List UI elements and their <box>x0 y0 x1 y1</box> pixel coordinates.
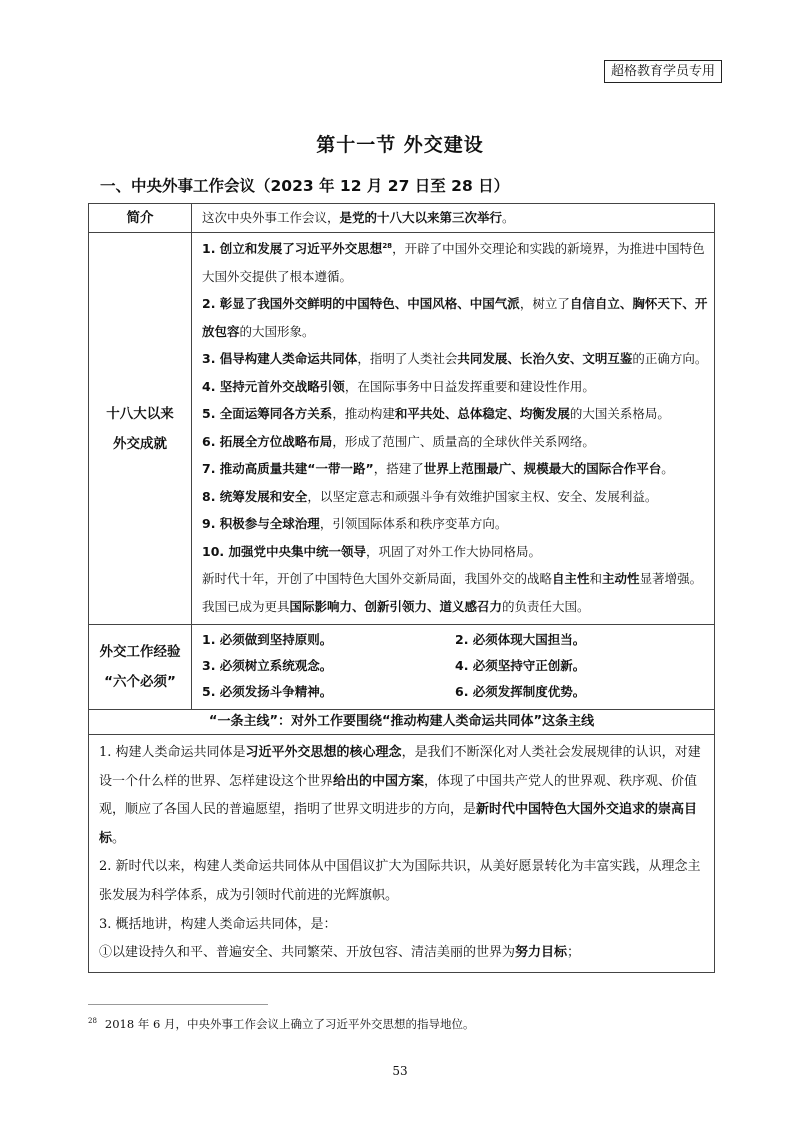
footnote-divider <box>88 1004 268 1005</box>
footnote <box>88 1016 474 1032</box>
summary-paragraph: 新时代十年，开创了中国特色大国外交新局面，我国外交的战略自主性和主动性显著增强。我国已成为更具国际影响力、创新引领力、道义感召力的负责任大国。 <box>202 571 703 614</box>
achievements-label: 十八大以来 外交成就 <box>89 233 192 625</box>
intro-label: 简介 <box>89 204 192 233</box>
list-item: 2. 彰显了我国外交鲜明的中国特色、中国风格、中国气派，树立了自信自立、胸怀天下、开放包容的大国形象。 <box>202 296 708 339</box>
achievements-row <box>89 233 715 625</box>
must-item: 5. 必须发扬斗争精神。 <box>202 684 333 699</box>
paragraph: 1. 构建人类命运共同体是习近平外交思想的核心理念，是我们不断深化对人类社会发展规律的认识，对建设一个什么样的世界、怎样建设这个世界给出的中国方案，体现了中国共产党人的世界观、秩序观、价值观，顺应了各国人民的普遍愿望，指明了世界文明进步的方向，是新时代中国特色大国外交追求的崇高目标。 <box>99 745 701 846</box>
section-title: 第十一节 外交建设 <box>316 134 484 156</box>
list-item: 1. 创立和发展了习近平外交思想$^{28}$，开辟了中国外交理论和实践的新境界，为推进中国特色大国外交提供了根本遵循。 <box>202 241 705 284</box>
experience-label: 外交工作经验 “六个必须” <box>89 625 192 710</box>
list-item: 8. 统筹发展和安全，以坚定意志和顽强斗争有效维护国家主权、安全、发展利益。 <box>202 488 658 504</box>
achievements-list <box>192 233 715 625</box>
page-number: 53 <box>392 1064 408 1078</box>
list-item: 10. 加强党中央集中统一领导，巩固了对外工作大协同格局。 <box>202 543 542 559</box>
list-item: 4. 坚持元首外交战略引领，在国际事务中日益发挥重要和建设性作用。 <box>202 378 595 394</box>
paragraph: 2. 新时代以来，构建人类命运共同体从中国倡议扩大为国际共识，从美好愿景转化为丰富实践，从理念主张发展为科学体系，成为引领时代前进的光辉旗帜。 <box>99 859 701 903</box>
footnote-text: 2018 年 6 月，中央外事工作会议上确立了习近平外交思想的指导地位。 <box>104 1017 475 1031</box>
must-item: 6. 必须发挥制度优势。 <box>455 684 586 699</box>
subsection-title: 一、中央外事工作会议（2023 年 12 月 27 日至 28 日） <box>100 177 510 195</box>
must-item: 1. 必须做到坚持原则。 <box>202 632 333 647</box>
list-item: 6. 拓展全方位战略布局，形成了范围广、质量高的全球伙伴关系网络。 <box>202 433 595 449</box>
mainline-heading-row <box>89 710 715 735</box>
intro-row <box>89 204 715 233</box>
mainline-content-row <box>89 735 715 973</box>
list-item: 3. 倡导构建人类命运共同体，指明了人类社会共同发展、长治久安、文明互鉴的正确方向。 <box>202 351 708 366</box>
mainline-heading: “一条主线”：对外工作要围绕“推动构建人类命运共同体”这条主线 <box>89 710 715 735</box>
mainline-content <box>89 735 715 973</box>
musts-list <box>192 625 715 710</box>
must-item: 2. 必须体现大国担当。 <box>455 632 586 647</box>
intro-text: 这次中央外事工作会议，是党的十八大以来第三次举行。 <box>192 204 715 233</box>
usage-badge: 超格教育学员专用 <box>604 60 722 83</box>
must-item: 3. 必须树立系统观念。 <box>202 658 333 673</box>
list-item: 5. 全面运筹同各方关系，推动构建和平共处、总体稳定、均衡发展的大国关系格局。 <box>202 406 670 421</box>
footnote-marker: 28 <box>88 1017 97 1026</box>
paragraph: 3. 概括地讲，构建人类命运共同体，是： <box>99 916 337 932</box>
must-item: 4. 必须坚持守正创新。 <box>455 658 586 673</box>
paragraph: ①以建设持久和平、普遍安全、共同繁荣、开放包容、清洁美丽的世界为努力目标； <box>99 945 581 961</box>
experience-row <box>89 625 715 710</box>
summary-table <box>88 203 715 973</box>
list-item: 9. 积极参与全球治理，引领国际体系和秩序变革方向。 <box>202 516 508 531</box>
list-item: 7. 推动高质量共建“一带一路”，搭建了世界上范围最广、规模最大的国际合作平台。 <box>202 461 674 476</box>
